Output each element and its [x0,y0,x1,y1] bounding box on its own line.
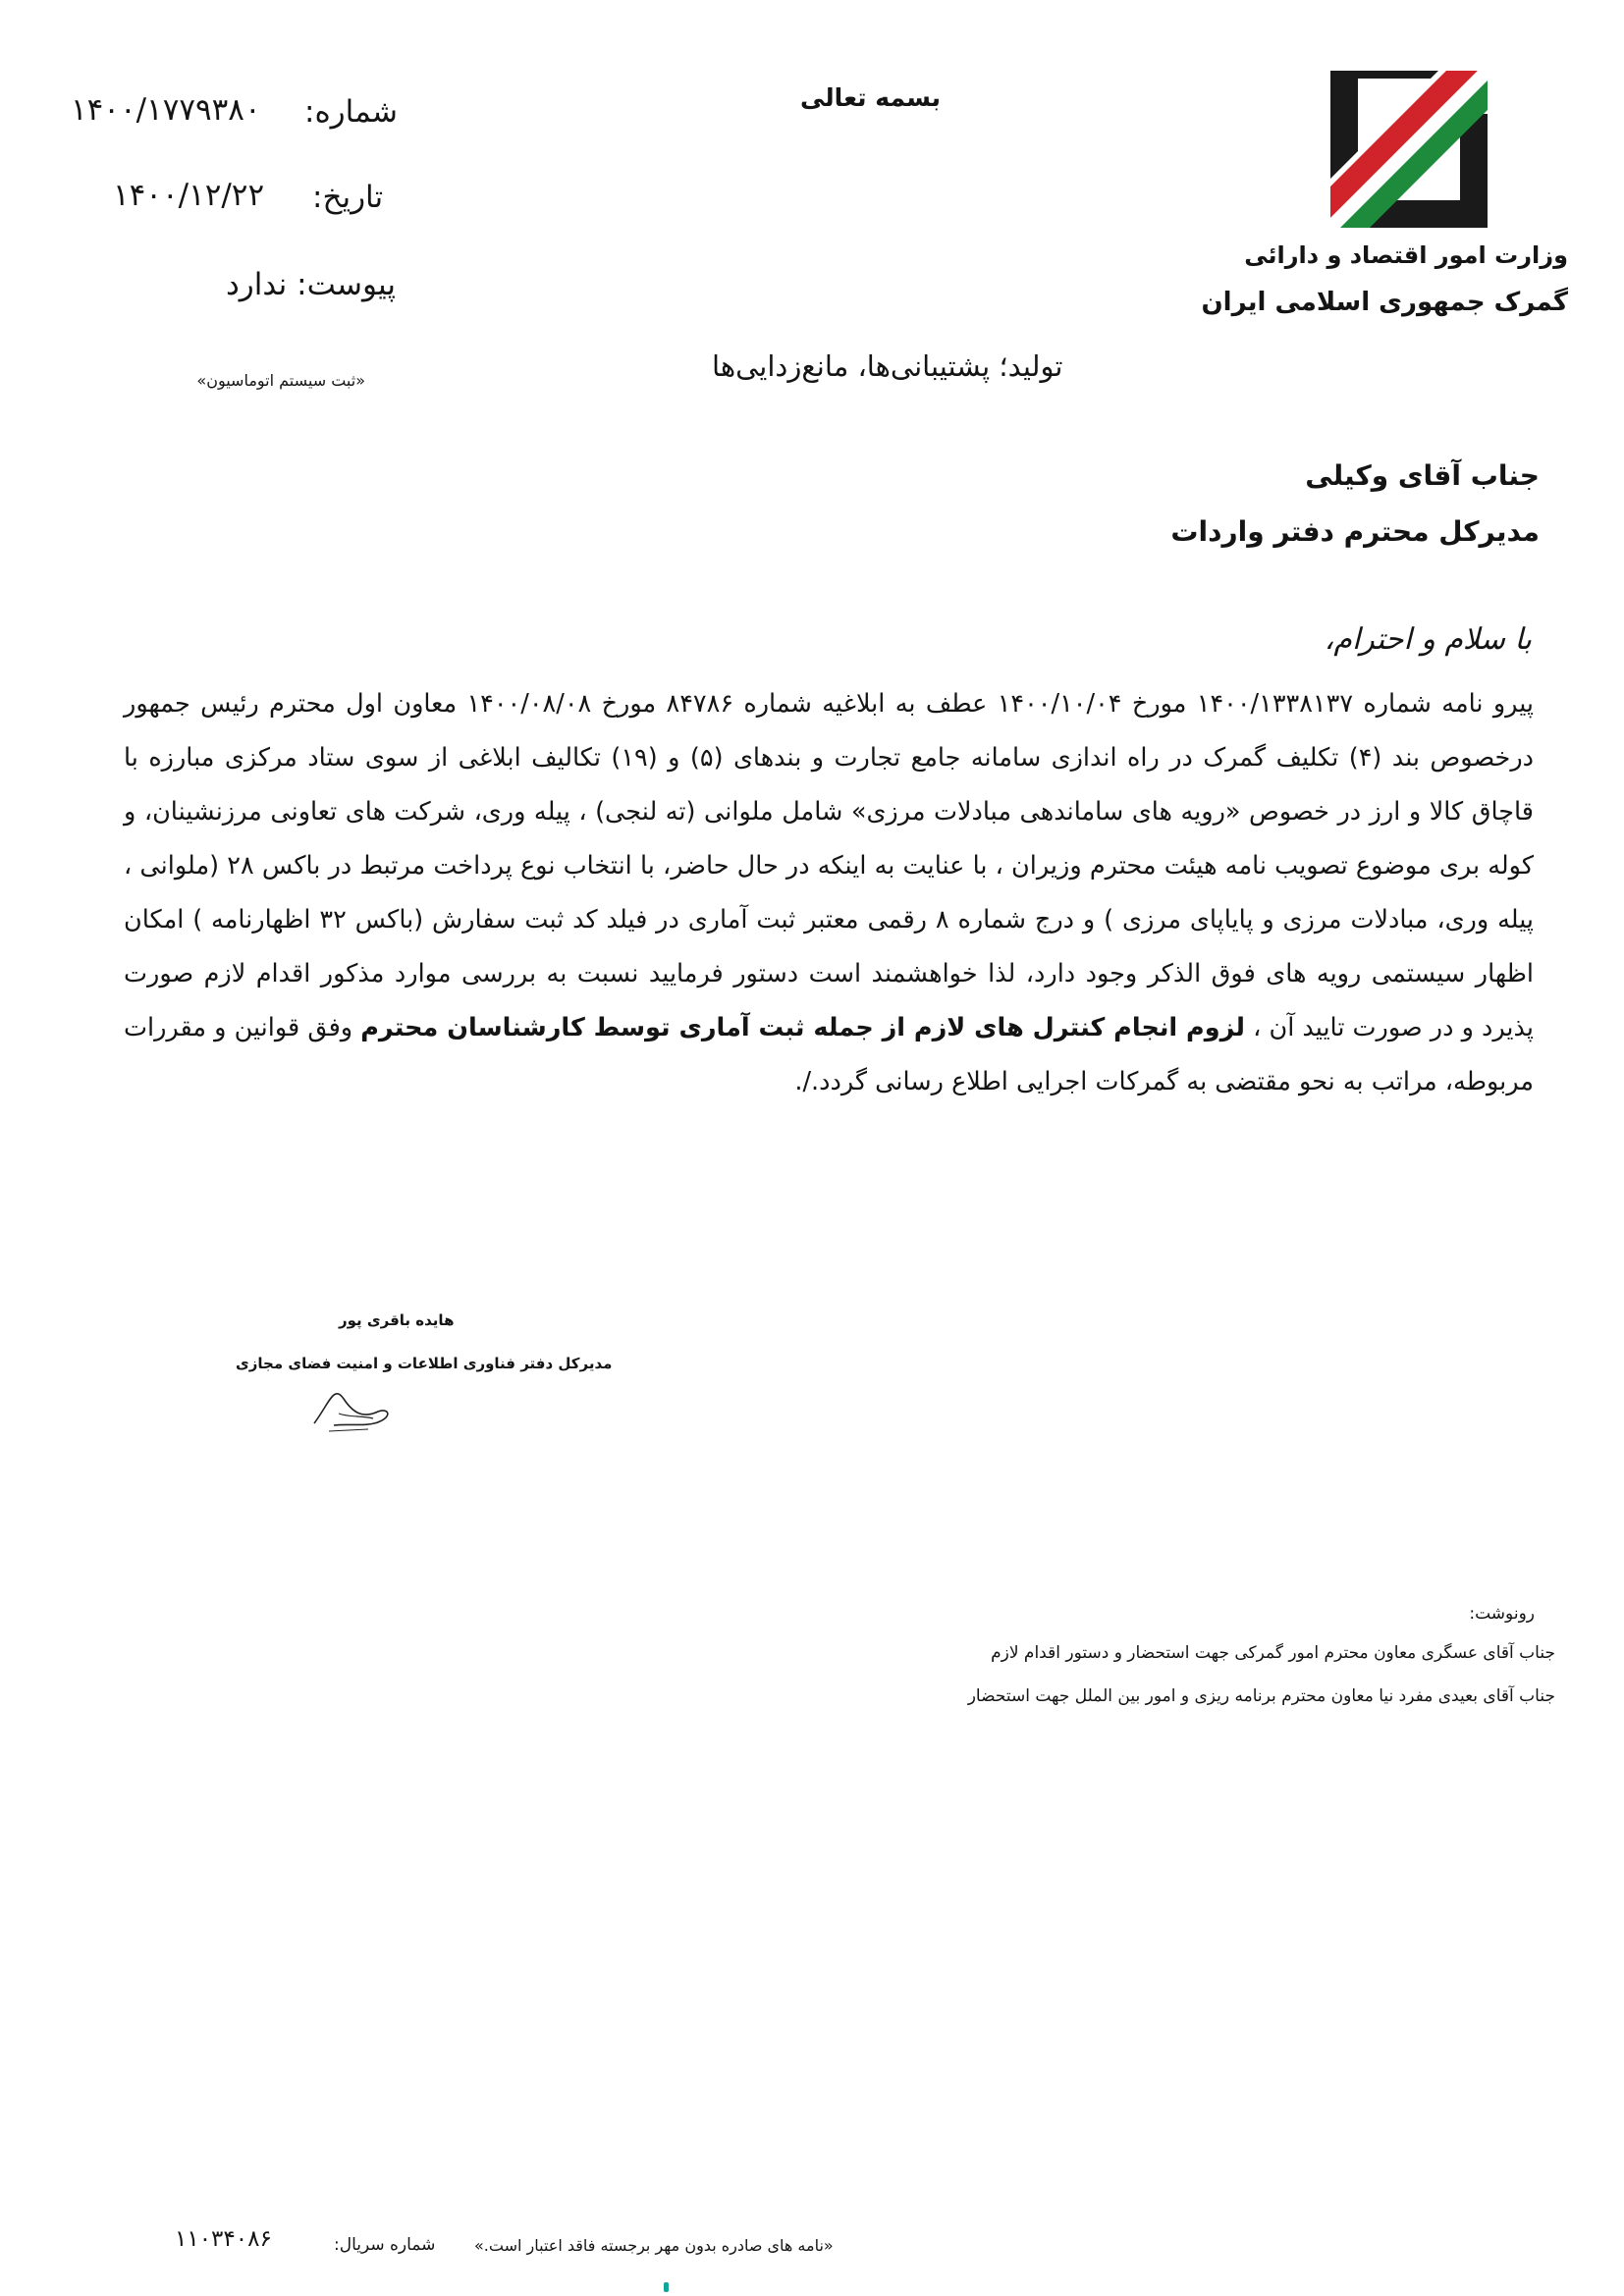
signer-name: هایده باقری پور [339,1311,455,1329]
addressee-title: مدیرکل محترم دفتر واردات [1170,515,1540,548]
cc-line-2: جناب آقای بعیدی مفرد نیا معاون محترم برنامه ریزی و امور بین الملل جهت استحضار [967,1686,1555,1706]
attachment-value: ندارد [225,267,288,302]
footer-mark [664,2282,669,2292]
addressee-name: جناب آقای وکیلی [1305,459,1540,492]
number-label: شماره: [304,94,398,130]
cc-line-1: جناب آقای عسگری معاون محترم امور گمرکی جهت استحضار و دستور اقدام لازم [991,1643,1555,1663]
ministry-name: وزارت امور اقتصاد و دارائی [1244,241,1568,269]
customs-logo [1330,71,1488,228]
year-slogan: تولید؛ پشتیبانی‌ها، مانع‌زدایی‌ها [712,349,1063,383]
letter-number: ۱۴۰۰/۱۷۷۹۳۸۰ [71,92,261,128]
attachment [214,267,396,302]
letter-body [124,677,1534,1109]
serial-label: شماره سریال: [334,2235,436,2255]
attachment-label: پیوست: [297,267,396,302]
stamp-validity-note: «نامه های صادره بدون مهر برجسته فاقد اعتبار است.» [474,2236,834,2255]
customs-name: گمرک جمهوری اسلامی ایران [1201,288,1568,317]
greeting: با سلام و احترام، [1324,622,1532,657]
automation-note: «ثبت سیستم اتوماسیون» [196,371,365,390]
cc-label: رونوشت: [1469,1604,1535,1624]
letter-date: ۱۴۰۰/۱۲/۲۲ [113,178,265,213]
body-text-part2: وفق قوانین و مقررات مربوطه، مراتب به نحو مقتضی به گمرکات اجرایی اطلاع رسانی گردد./. [124,1013,1534,1096]
body-text-bold: لزوم انجام کنترل های لازم از جمله ثبت آماری توسط کارشناسان محترم [360,1013,1246,1042]
body-text-part1: پیرو نامه شماره ۱۴۰۰/۱۳۳۸۱۳۷ مورخ ۱۴۰۰/۱۰/۰۴ عطف به ابلاغیه شماره ۸۴۷۸۶ مورخ ۱۴۰۰/۰۸/۰۸ معاون اول محترم رئیس جمهور درخصوص بند (۴) تکلیف گمرک در راه اندازی سامانه جامع تجارت و بندهای (۵) و (۱۹) تکالیف ابلاغی از سوی ستاد مرکزی مبارزه با قاچاق کالا و ارز در خصوص «رویه های ساماندهی مبادلات مرزی» شامل ملوانی (ته لنجی) ، پیله وری، شرکت های تعاونی مرزنشینان، و کوله بری موضوع تصویب نامه هیئت محترم وزیران ، با عنایت به اینکه در حال حاضر، با انتخاب نوع پرداخت مرتبط در باکس ۲۸ (ملوانی ، پیله وری، مبادلات مرزی و پایاپای مرزی ) و درج شماره ۸ رقمی معتبر ثبت آماری در فیلد کد ثبت سفارش (باکس ۳۲ اظهارنامه ) امکان اظهار سیستمی رویه های فوق الذکر وجود دارد، لذا خواهشمند است دستور فرمایید نسبت به بررسی موارد مذکور اقدام لازم صورت پذیرد و در صورت تایید آن ، [124,689,1535,1042]
bismillah: بسمه تعالی [800,83,942,112]
serial-number: ۱۱۰۳۴۰۸۶ [175,2226,272,2252]
signature-icon [309,1374,398,1433]
date-label: تاریخ: [312,180,384,215]
signer-title: مدیرکل دفتر فناوری اطلاعات و امنیت فضای مجازی [236,1355,613,1372]
